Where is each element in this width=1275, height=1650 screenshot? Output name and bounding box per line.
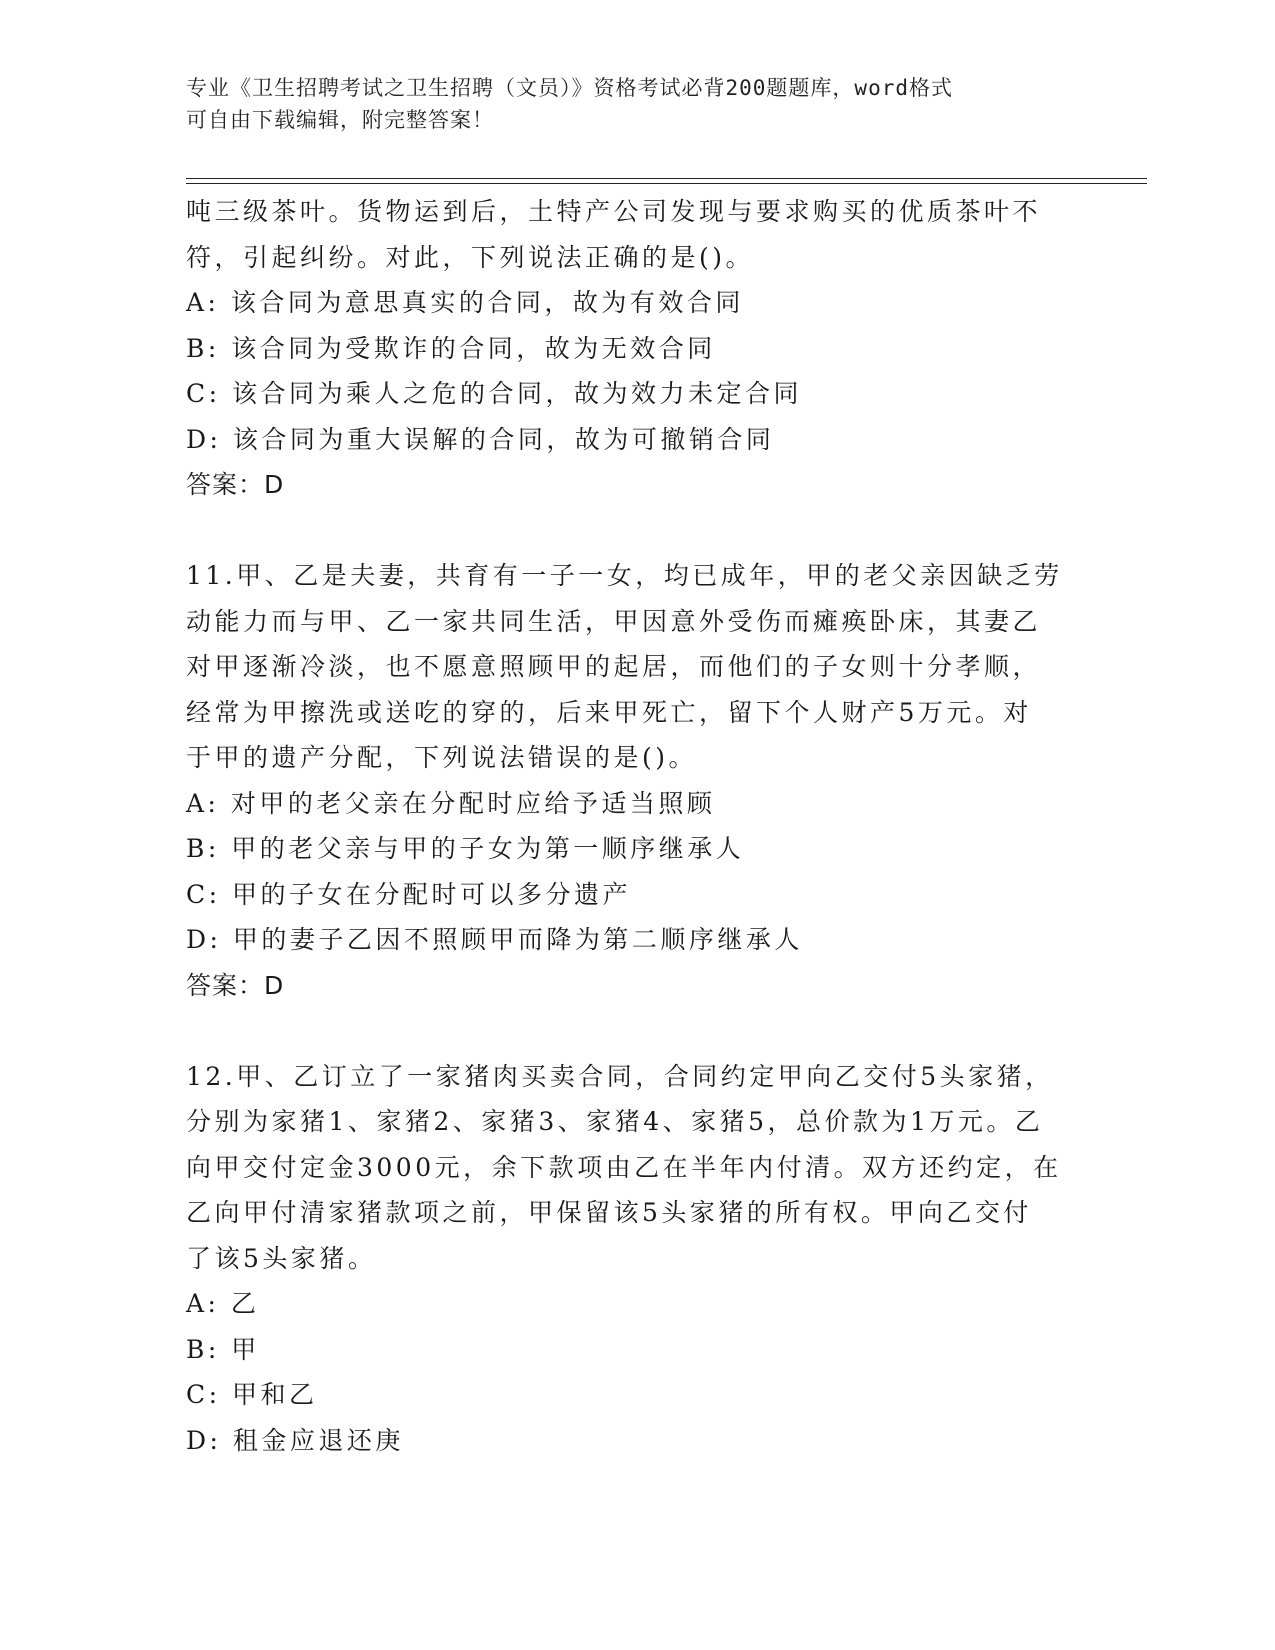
option-a: A: 乙 — [186, 1289, 260, 1318]
option-b: B: 甲 — [186, 1334, 260, 1364]
answer-label: 答案：D — [186, 470, 285, 499]
option-a: A: 该合同为意思真实的合同，故为有效合同 — [186, 288, 744, 317]
question-spacer — [186, 1008, 1086, 1054]
document-body — [186, 189, 1086, 1463]
header-divider-secondary — [186, 183, 1147, 184]
option-d: D: 租金应退还庚 — [186, 1425, 404, 1455]
option-c: C: 该合同为乘人之危的合同，故为效力未定合同 — [186, 379, 802, 408]
question-stem-line: 11.甲、乙是夫妻，共育有一子一女，均已成年，甲的老父亲因缺乏劳 — [186, 561, 1063, 590]
option-d: D: 该合同为重大误解的合同，故为可撤销合同 — [186, 424, 775, 454]
header-title-line: 专业《卫生招聘考试之卫生招聘（文员）》资格考试必背200题题库，word格式 — [186, 76, 953, 100]
question-stem-line: 符，引起纠纷。对此，下列说法正确的是()。 — [186, 242, 755, 272]
header-divider — [186, 178, 1147, 179]
question-stem-line: 12.甲、乙订立了一家猪肉买卖合同，合同约定甲向乙交付5头家猪， — [186, 1061, 1054, 1091]
question-12 — [186, 1054, 1086, 1464]
option-c: C: 甲的子女在分配时可以多分遗产 — [186, 879, 631, 909]
question-stem-line: 经常为甲擦洗或送吃的穿的，后来甲死亡，留下个人财产5万元。对 — [186, 697, 1032, 727]
option-d: D: 甲的妻子乙因不照顾甲而降为第二顺序继承人 — [186, 925, 803, 954]
question-stem-line: 于甲的遗产分配，下列说法错误的是()。 — [186, 743, 698, 772]
question-stem-line: 向甲交付定金3000元，余下款项由乙在半年内付清。双方还约定，在 — [186, 1152, 1062, 1182]
question-stem-line: 分别为家猪1、家猪2、家猪3、家猪4、家猪5，总价款为1万元。乙 — [186, 1107, 1044, 1136]
question-stem-line: 吨三级茶叶。货物运到后，土特产公司发现与要求购买的优质茶叶不 — [186, 197, 1042, 226]
question-stem-line: 对甲逐渐冷淡，也不愿意照顾甲的起居，而他们的子女则十分孝顺， — [186, 652, 1042, 681]
question-spacer — [186, 508, 1086, 554]
option-b: B: 该合同为受欺诈的合同，故为无效合同 — [186, 333, 716, 363]
question-stem-line: 动能力而与甲、乙一家共同生活，甲因意外受伤而瘫痪卧床，其妻乙 — [186, 606, 1042, 636]
question-stem-line: 乙向甲付清家猪款项之前，甲保留该5头家猪的所有权。甲向乙交付 — [186, 1198, 1032, 1227]
option-c: C: 甲和乙 — [186, 1380, 318, 1409]
question-stem-line: 了该5头家猪。 — [186, 1243, 377, 1273]
option-b: B: 甲的老父亲与甲的子女为第一顺序继承人 — [186, 834, 745, 863]
answer-label: 答案：D — [186, 970, 285, 1000]
question-11 — [186, 553, 1086, 1008]
option-a: A: 对甲的老父亲在分配时应给予适当照顾 — [186, 788, 716, 818]
document-header — [186, 72, 1086, 136]
question-10 — [186, 189, 1086, 508]
header-subtitle-line: 可自由下载编辑，附完整答案！ — [186, 108, 494, 132]
